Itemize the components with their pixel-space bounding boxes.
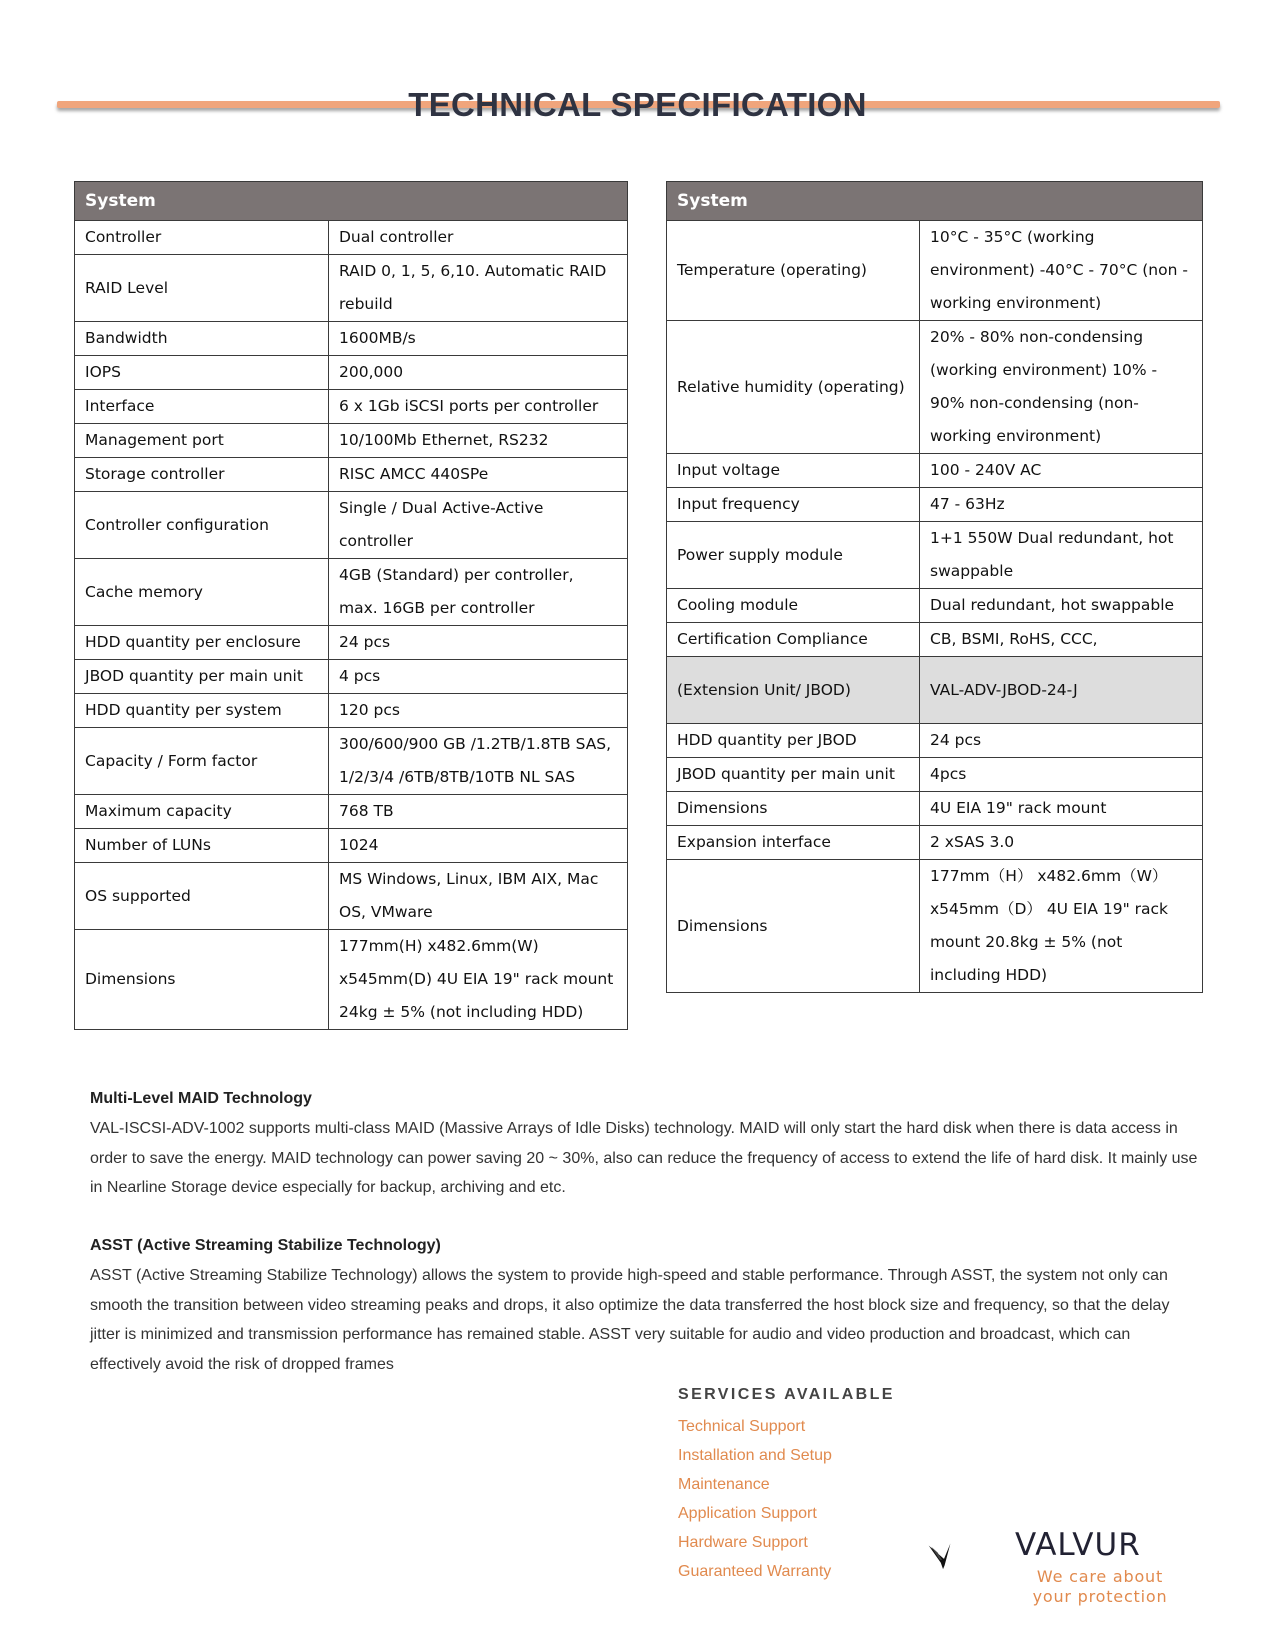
spec-label: Maximum capacity (75, 795, 329, 829)
spec-value: RAID 0, 1, 5, 6,10. Automatic RAID rebuild (329, 255, 628, 322)
spec-value: 24 pcs (920, 724, 1203, 758)
table-row (75, 829, 628, 863)
spec-value: 177mm（H） x482.6mm（W） x545mm（D） 4U EIA 19" rack mount 20.8kg ± 5% (not including HDD) (920, 860, 1203, 993)
spec-table-left (74, 181, 628, 1030)
table-row (75, 255, 628, 322)
spec-value: VAL-ADV-JBOD-24-J (920, 657, 1203, 724)
table-row (667, 860, 1203, 993)
spec-value: 120 pcs (329, 694, 628, 728)
spec-value: 2 xSAS 3.0 (920, 826, 1203, 860)
spec-value: 4 pcs (329, 660, 628, 694)
table-header-row (667, 182, 1203, 221)
spec-label: HDD quantity per enclosure (75, 626, 329, 660)
table-row (667, 221, 1203, 321)
asst-heading: ASST (Active Streaming Stabilize Technology) (90, 1237, 441, 1254)
table-header-row (75, 182, 628, 221)
spec-label: Controller (75, 221, 329, 255)
service-item: Application Support (678, 1505, 817, 1522)
spec-label: Expansion interface (667, 826, 920, 860)
spec-label: HDD quantity per JBOD (667, 724, 920, 758)
table-row (667, 792, 1203, 826)
spec-label: OS supported (75, 863, 329, 930)
table-row (75, 930, 628, 1030)
spec-value: CB, BSMI, RoHS, CCC, (920, 623, 1203, 657)
table-row (75, 694, 628, 728)
spec-label: Power supply module (667, 522, 920, 589)
spec-value: 1600MB/s (329, 322, 628, 356)
spec-label: Input frequency (667, 488, 920, 522)
service-item: Installation and Setup (678, 1447, 832, 1464)
services-section (678, 1386, 895, 1586)
spec-label: JBOD quantity per main unit (667, 758, 920, 792)
spec-value: 10°C - 35°C (working environment) -40°C - 70°C (non - working environment) (920, 221, 1203, 321)
services-list (678, 1412, 895, 1586)
spec-value: 6 x 1Gb iSCSI ports per controller (329, 390, 628, 424)
spec-value: 47 - 63Hz (920, 488, 1203, 522)
spec-value: 177mm(H) x482.6mm(W) x545mm(D) 4U EIA 19" rack mount 24kg ± 5% (not including HDD) (329, 930, 628, 1030)
spec-value: 100 - 240V AC (920, 454, 1203, 488)
table-row (667, 724, 1203, 758)
service-item: Guaranteed Warranty (678, 1563, 832, 1580)
spec-label: Interface (75, 390, 329, 424)
asst-body: ASST (Active Streaming Stabilize Technology) allows the system to provide high-speed and stable performance. Through ASST, the system not only can smooth the transition between video streaming peaks and drops, it also optimize the data transferred the host block size and frequency, so that the delay jitter is minimized and transmission performance has remained stable. ASST very suitable for audio and video production and broadcast, which can effectively avoid the risk of dropped frames (90, 1267, 1170, 1373)
spec-label: Cooling module (667, 589, 920, 623)
spec-label: Temperature (operating) (667, 221, 920, 321)
table-row (75, 795, 628, 829)
spec-label: Number of LUNs (75, 829, 329, 863)
table-row (667, 758, 1203, 792)
table-row (667, 589, 1203, 623)
spec-value: 768 TB (329, 795, 628, 829)
spec-value: 200,000 (329, 356, 628, 390)
spec-value: MS Windows, Linux, IBM AIX, Mac OS, VMware (329, 863, 628, 930)
spec-value: 1024 (329, 829, 628, 863)
spec-label: (Extension Unit/ JBOD) (667, 657, 920, 724)
page-title: TECHNICAL SPECIFICATION (408, 86, 867, 123)
service-item: Hardware Support (678, 1534, 808, 1551)
table-row (75, 559, 628, 626)
service-item: Technical Support (678, 1418, 806, 1435)
spec-label: JBOD quantity per main unit (75, 660, 329, 694)
spec-value: 20% - 80% non-condensing (working environment) 10% - 90% non-condensing (non-working environment) (920, 321, 1203, 454)
spec-label: Input voltage (667, 454, 920, 488)
spec-label: Dimensions (75, 930, 329, 1030)
table-row-shaded (667, 657, 1203, 724)
table-row (667, 623, 1203, 657)
table-header: System (667, 182, 1203, 221)
table-row (667, 522, 1203, 589)
spec-value: 300/600/900 GB /1.2TB/1.8TB SAS, 1/2/3/4 /6TB/8TB/10TB NL SAS (329, 728, 628, 795)
spec-value: 24 pcs (329, 626, 628, 660)
spec-label: Dimensions (667, 860, 920, 993)
spec-label: IOPS (75, 356, 329, 390)
service-item: Maintenance (678, 1476, 770, 1493)
table-row (75, 626, 628, 660)
table-row (667, 321, 1203, 454)
spec-label: Cache memory (75, 559, 329, 626)
table-row (667, 488, 1203, 522)
services-heading: SERVICES AVAILABLE (678, 1386, 895, 1403)
spec-value: Dual redundant, hot swappable (920, 589, 1203, 623)
table-row (75, 863, 628, 930)
spec-label: Storage controller (75, 458, 329, 492)
spec-value: 10/100Mb Ethernet, RS232 (329, 424, 628, 458)
table-row (75, 322, 628, 356)
spec-value: 4pcs (920, 758, 1203, 792)
table-row (75, 660, 628, 694)
spec-label: RAID Level (75, 255, 329, 322)
table-row (75, 221, 628, 255)
table-row (75, 424, 628, 458)
spec-value: 1+1 550W Dual redundant, hot swappable (920, 522, 1203, 589)
maid-section (90, 1090, 1200, 1203)
bird-icon (928, 1514, 1008, 1599)
table-row (667, 826, 1203, 860)
table-row (75, 356, 628, 390)
asst-section (90, 1237, 1200, 1379)
spec-label: Dimensions (667, 792, 920, 826)
table-row (75, 728, 628, 795)
spec-label: Controller configuration (75, 492, 329, 559)
spec-value: RISC AMCC 440SPe (329, 458, 628, 492)
table-header: System (75, 182, 628, 221)
spec-label: Certification Compliance (667, 623, 920, 657)
spec-label: Relative humidity (operating) (667, 321, 920, 454)
logo-name: VALVUR (1015, 1527, 1141, 1563)
spec-value: Dual controller (329, 221, 628, 255)
table-row (75, 492, 628, 559)
spec-value: Single / Dual Active-Active controller (329, 492, 628, 559)
spec-label: HDD quantity per system (75, 694, 329, 728)
maid-body: VAL-ISCSI-ADV-1002 supports multi-class MAID (Massive Arrays of Idle Disks) technology. MAID will only start the hard disk when there is data access in order to save the energy. MAID technology can power saving 20 ~ 30%, also can reduce the frequency of access to extend the life of hard disk. It mainly use in Nearline Storage device especially for backup, archiving and etc. (90, 1120, 1198, 1196)
spec-label: Management port (75, 424, 329, 458)
logo-tagline: We care about your protection (1032, 1567, 1168, 1606)
table-row (75, 390, 628, 424)
table-row (667, 454, 1203, 488)
spec-value: 4U EIA 19" rack mount (920, 792, 1203, 826)
spec-label: Capacity / Form factor (75, 728, 329, 795)
spec-table-right (666, 181, 1203, 993)
maid-heading: Multi-Level MAID Technology (90, 1090, 312, 1107)
spec-value: 4GB (Standard) per controller, max. 16GB per controller (329, 559, 628, 626)
table-row (75, 458, 628, 492)
spec-label: Bandwidth (75, 322, 329, 356)
